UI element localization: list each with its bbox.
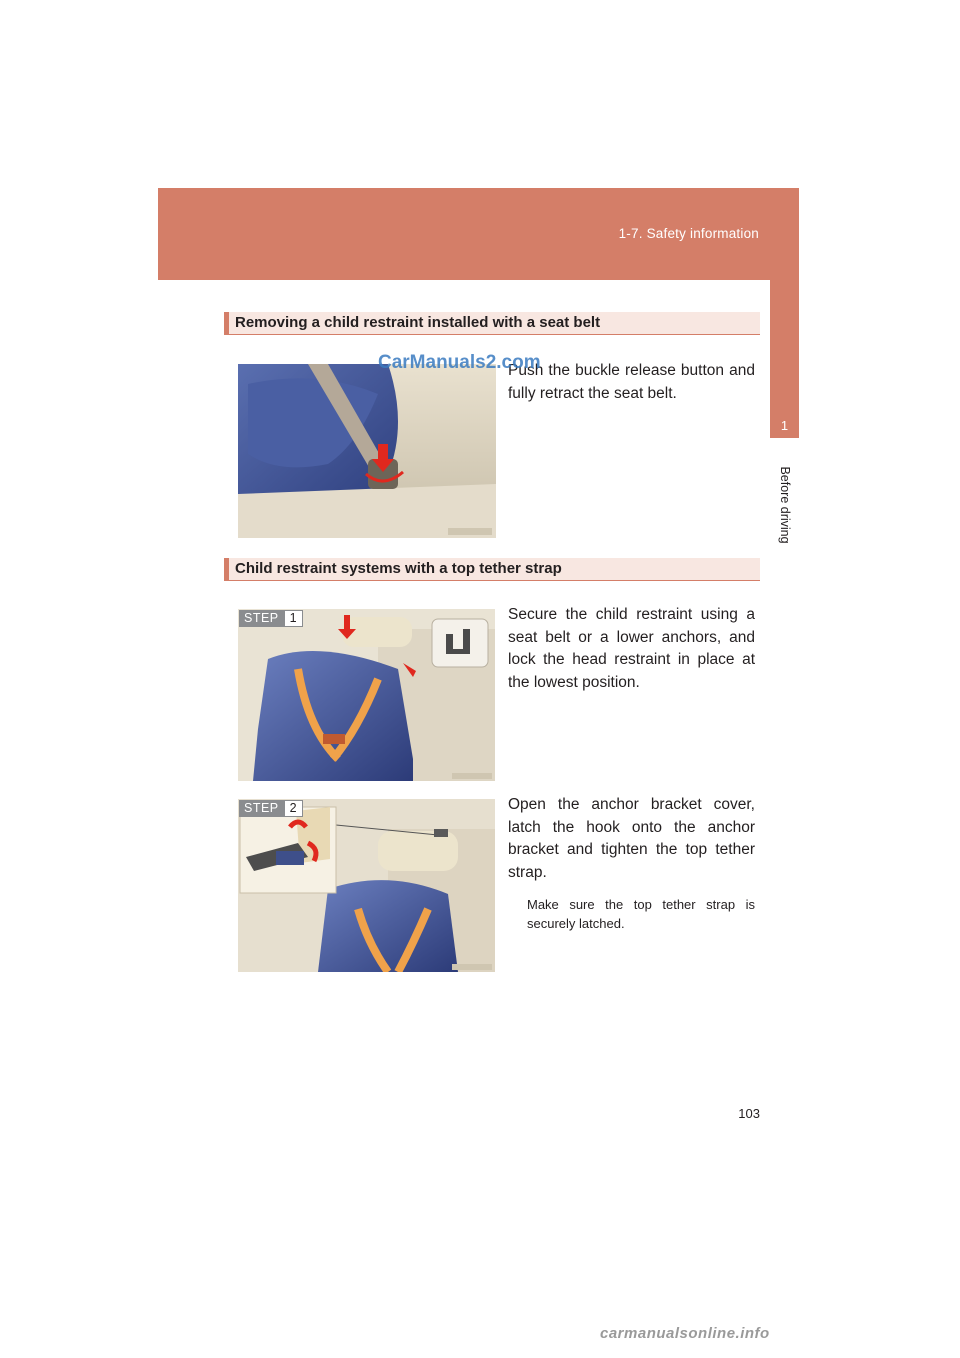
- header-band: [158, 188, 799, 280]
- watermark: CarManuals2.com: [378, 352, 541, 373]
- step-1-badge: [239, 610, 303, 627]
- footer-watermark: carmanualsonline.info: [600, 1325, 770, 1342]
- heading-bar: [224, 312, 229, 334]
- section-heading-removing: [224, 312, 760, 335]
- step-number: 1: [284, 610, 303, 627]
- step-1-text: Secure the child restraint using a seat belt or a lower anchors, and lock the head restraint in place at the lowest position.: [508, 606, 755, 691]
- step-2-badge: [239, 800, 303, 817]
- step-label: STEP: [239, 800, 284, 817]
- illustration-buckle-release: [238, 364, 496, 538]
- heading-text: Child restraint systems with a top tether strap: [235, 560, 562, 577]
- step-label: STEP: [239, 610, 284, 627]
- section-title: 1-7. Safety information: [618, 226, 759, 241]
- section-heading-top-tether: [224, 558, 760, 581]
- step-2-note: Make sure the top tether strap is securely latched.: [527, 897, 755, 931]
- chapter-number: 1: [780, 418, 789, 433]
- illustration-step-1: [238, 609, 495, 781]
- heading-text: Removing a child restraint installed with a seat belt: [235, 314, 601, 331]
- chapter-label-text: Before driving: [777, 466, 792, 544]
- page-number: 103: [738, 1106, 760, 1121]
- heading-bar: [224, 558, 229, 580]
- section-1-text: Push the buckle release button and fully retract the seat belt.: [508, 362, 755, 402]
- chapter-label: [770, 450, 799, 560]
- illustration-step-2: [238, 799, 495, 972]
- chapter-tab: [770, 280, 799, 438]
- step-2-text: Open the anchor bracket cover, latch the hook onto the anchor bracket and tighten the top tether strap.: [508, 796, 755, 881]
- step-number: 2: [284, 800, 303, 817]
